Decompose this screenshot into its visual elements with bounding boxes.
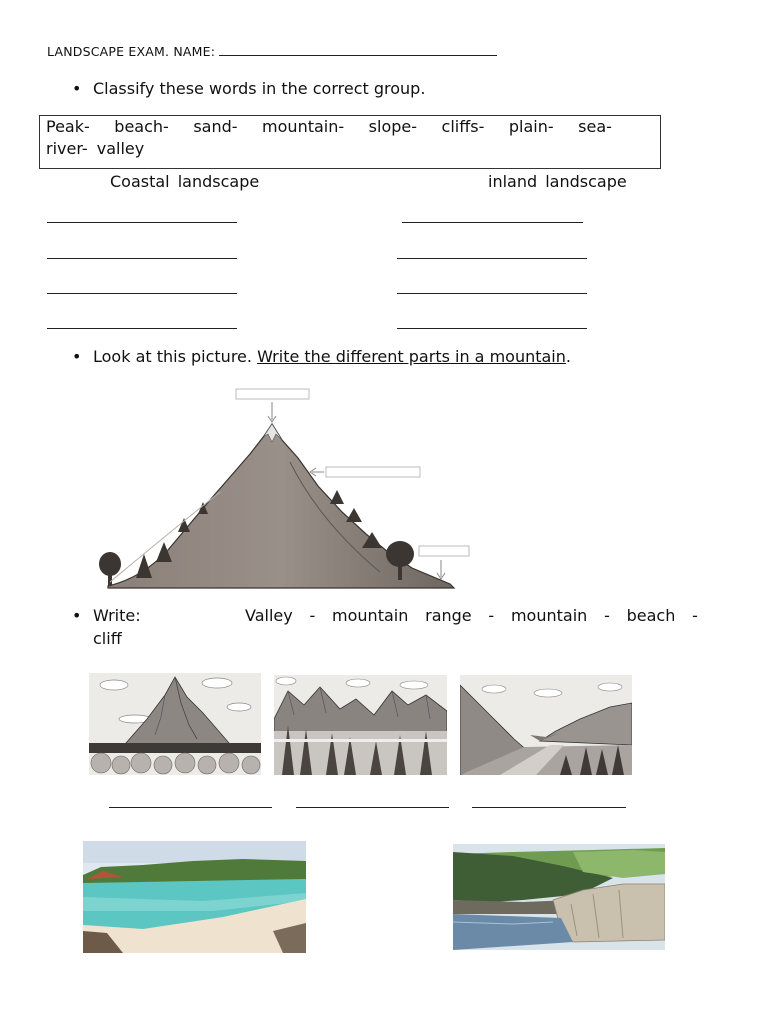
mountain-diagram xyxy=(50,382,480,592)
foot-label-box[interactable] xyxy=(419,546,469,556)
name-answer-line[interactable] xyxy=(219,44,497,56)
word-peak: Peak- xyxy=(46,117,90,136)
word-beach: beach- xyxy=(114,117,169,136)
word-sand: sand- xyxy=(193,117,238,136)
dash: - xyxy=(692,606,698,625)
slope-label-box[interactable] xyxy=(326,467,420,477)
photo-answer-line-1[interactable] xyxy=(109,807,272,808)
coastal-answer-line[interactable] xyxy=(47,258,237,259)
coastal-answer-line[interactable] xyxy=(47,328,237,329)
q2-instruction-period: . xyxy=(565,347,571,366)
q1-instruction: Classify these words in the correct group. xyxy=(93,79,426,98)
inland-answer-line[interactable] xyxy=(397,328,587,329)
inland-answer-line[interactable] xyxy=(402,222,583,223)
exam-header xyxy=(47,44,497,59)
q3-label: Write: xyxy=(93,606,141,625)
photo-answer-line-2[interactable] xyxy=(296,807,449,808)
q2-instruction xyxy=(93,347,571,366)
dash: - xyxy=(604,606,610,625)
peak-label-box[interactable] xyxy=(236,389,309,399)
word-plain: plain- xyxy=(508,117,554,136)
q2-instruction-text: Look at this picture. xyxy=(93,347,258,366)
word-slope: slope- xyxy=(368,117,417,136)
word-sea: sea- xyxy=(578,117,612,136)
valley-photo xyxy=(460,675,632,775)
photo-answer-line-3[interactable] xyxy=(472,807,626,808)
word-bank-line-1 xyxy=(46,117,612,136)
beach-photo xyxy=(83,841,306,953)
inland-answer-line[interactable] xyxy=(397,293,587,294)
word-cliffs: cliffs- xyxy=(441,117,485,136)
bullet-icon: • xyxy=(72,606,82,625)
q3-word-list xyxy=(245,606,698,625)
word-mountain-2: mountain xyxy=(510,606,588,625)
word-mountain: mountain xyxy=(332,606,409,625)
word-valley: Valley xyxy=(245,606,293,625)
word-bank-line-2: river- valley xyxy=(46,139,145,158)
word-cliff: cliff xyxy=(93,629,122,648)
slope-arrow xyxy=(310,468,324,476)
dash: - xyxy=(488,606,495,625)
mountain-photo xyxy=(89,673,261,775)
coastal-answer-line[interactable] xyxy=(47,222,237,223)
q2-instruction-underlined: Write the different parts in a mountain xyxy=(257,347,566,366)
dash: - xyxy=(309,606,316,625)
bullet-icon: • xyxy=(72,347,82,366)
bullet-icon: • xyxy=(72,79,82,98)
cliff-photo xyxy=(453,844,665,950)
inland-heading: inland landscape xyxy=(488,172,627,191)
mountain-range-photo xyxy=(274,675,447,775)
word-beach: beach xyxy=(626,606,676,625)
coastal-answer-line[interactable] xyxy=(47,293,237,294)
inland-answer-line[interactable] xyxy=(397,258,587,259)
coastal-heading: Coastal landscape xyxy=(110,172,260,191)
word-range: range xyxy=(425,606,472,625)
word-mountain: mountain- xyxy=(262,117,345,136)
exam-title: LANDSCAPE EXAM. NAME: xyxy=(47,44,216,59)
